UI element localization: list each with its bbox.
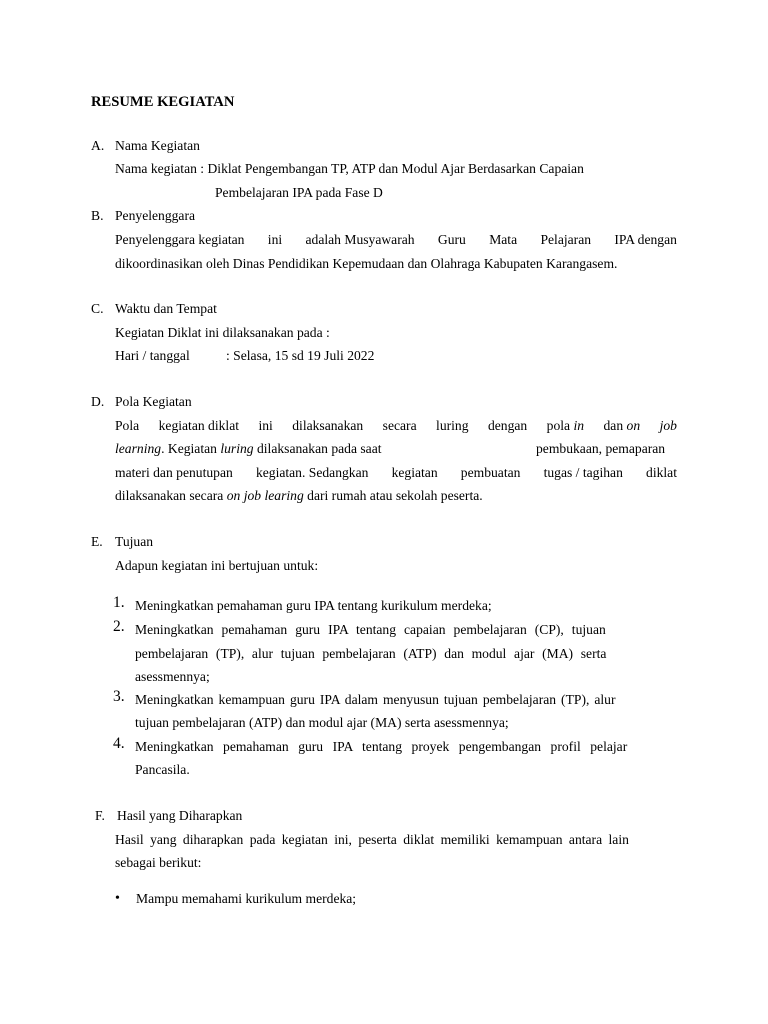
section-b-line1: [115, 232, 677, 248]
word: materi dan penutupan: [115, 465, 233, 480]
word: Pola: [115, 418, 140, 433]
section-c-heading: Waktu dan Tempat: [115, 301, 217, 316]
word: IPA dengan: [614, 232, 677, 247]
list-number: 1.: [113, 594, 125, 611]
list-item-text: Meningkatkan kemampuan guru IPA dalam menyusun tujuan pembelajaran (TP), alur: [135, 692, 616, 707]
list-number: 4.: [113, 735, 125, 752]
section-d-letter: D.: [91, 394, 105, 409]
text-run: dilaksanakan pada saat: [253, 441, 382, 456]
section-f-line2: sebagai berikut:: [115, 855, 202, 870]
section-a-letter: A.: [91, 138, 105, 153]
word: luring: [436, 418, 469, 433]
text-run: . Kegiatan: [161, 441, 221, 456]
word: dan: [603, 418, 624, 433]
italic-word: on: [626, 418, 641, 433]
word: kegiatan diklat: [158, 418, 240, 433]
section-d-line2-end: pembukaan, pemaparan: [536, 441, 666, 456]
word: tugas / tagihan: [543, 465, 623, 480]
section-c-letter: C.: [91, 301, 104, 316]
section-e-intro: Adapun kegiatan ini bertujuan untuk:: [115, 558, 319, 573]
italic-word: job: [659, 418, 677, 433]
section-e-heading: Tujuan: [115, 534, 154, 549]
section-c-line1: Kegiatan Diklat ini dilaksanakan pada :: [115, 325, 330, 340]
text-run: dilaksanakan secara: [115, 488, 227, 503]
section-a-line1: Nama kegiatan : Diklat Pengembangan TP, ATP dan Modul Ajar Berdasarkan Capaian: [115, 161, 584, 176]
word: diklat: [646, 465, 677, 480]
section-d-line1: [115, 418, 677, 434]
word: kegiatan. Sedangkan: [255, 465, 369, 480]
word: ini: [258, 418, 273, 433]
section-a-heading: Nama Kegiatan: [115, 138, 200, 153]
word: Pelajaran: [540, 232, 592, 247]
section-d-line3: [115, 465, 677, 481]
date-value: : Selasa, 15 sd 19 Juli 2022: [226, 348, 375, 363]
document-title: RESUME KEGIATAN: [91, 94, 235, 110]
section-b-letter: B.: [91, 208, 104, 223]
word: pembuatan: [460, 465, 521, 480]
italic-word: learning: [115, 441, 162, 456]
word: dengan: [487, 418, 528, 433]
list-item-text: pembelajaran (TP), alur tujuan pembelajaran (ATP) dan modul ajar (MA) serta: [135, 646, 607, 661]
bullet-item-text: Mampu memahami kurikulum merdeka;: [136, 891, 357, 906]
text-run: Meningkatkan pemahaman guru IPA tentang capaian pembelajaran (CP), tujuan: [135, 622, 606, 637]
section-f-letter: F.: [95, 808, 105, 823]
list-item-text: tujuan pembelajaran (ATP) dan modul ajar (MA) serta asessmennya;: [135, 715, 509, 730]
list-item-text: asessmennya;: [135, 669, 210, 684]
section-a-line2: Pembelajaran IPA pada Fase D: [215, 185, 383, 200]
section-d-line2: [115, 441, 382, 457]
word: Guru: [437, 232, 466, 247]
list-item-text: Pancasila.: [135, 762, 190, 777]
italic-word: on job learing: [226, 488, 304, 503]
word: secara: [382, 418, 417, 433]
section-b-heading: Penyelenggara: [115, 208, 196, 223]
list-item-text: Meningkatkan pemahaman guru IPA tentang proyek pengembangan profil pelajar: [135, 739, 628, 754]
word: ini: [267, 232, 283, 247]
list-item-text: [135, 622, 677, 638]
section-f-heading: Hasil yang Diharapkan: [117, 808, 243, 823]
list-item-text: Meningkatkan pemahaman guru IPA tentang kurikulum merdeka;: [135, 598, 492, 613]
italic-word: luring: [220, 441, 254, 456]
section-f-line1: Hasil yang diharapkan pada kegiatan ini, peserta diklat memiliki kemampuan antara lain: [115, 832, 629, 847]
list-number: 2.: [113, 618, 125, 635]
section-e-letter: E.: [91, 534, 103, 549]
word: dilaksanakan: [292, 418, 364, 433]
word-group: [547, 418, 584, 434]
text-run: dari rumah atau sekolah peserta.: [303, 488, 483, 503]
date-label: Hari / tanggal: [115, 348, 190, 363]
word: pola: [546, 418, 571, 433]
italic-word: in: [573, 418, 585, 433]
word: adalah Musyawarah: [305, 232, 415, 247]
word: Mata: [489, 232, 518, 247]
section-d-heading: Pola Kegiatan: [115, 394, 192, 409]
word: kegiatan: [391, 465, 438, 480]
list-number: 3.: [113, 688, 125, 705]
word: Penyelenggara kegiatan: [115, 232, 245, 247]
section-d-line4: [115, 488, 483, 504]
bullet-icon: •: [115, 891, 120, 906]
section-b-line2: dikoordinasikan oleh Dinas Pendidikan Kepemudaan dan Olahraga Kabupaten Karangasem.: [115, 256, 618, 271]
word-group: [604, 418, 641, 434]
